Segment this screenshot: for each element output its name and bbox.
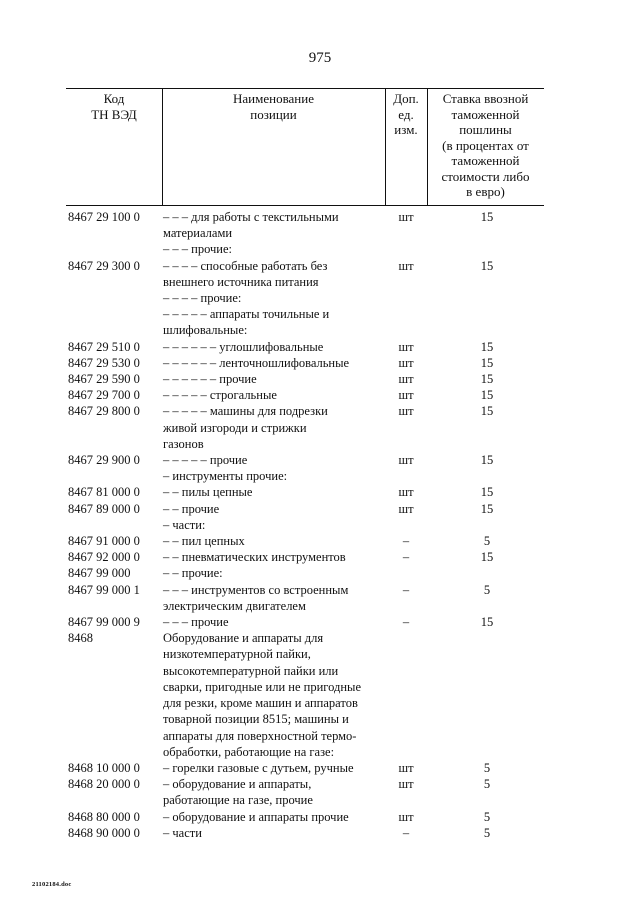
row-name: – – – – – прочие [163,453,248,468]
row-unit: шт [398,355,414,370]
row-code: 8467 29 530 0 [68,355,140,370]
row-name: – – прочие: [163,566,223,581]
row-name: – – – – прочие: [163,291,242,306]
row-code: 8467 99 000 1 [68,582,140,597]
row-rate: 15 [480,404,494,419]
row-rate: 15 [480,339,494,354]
row-rate: 15 [480,453,494,468]
row-code: 8467 81 000 0 [68,485,140,500]
row-name: – оборудование и аппараты, работающие на газе, прочие [163,777,313,808]
row-code: 8468 80 000 0 [68,809,140,824]
row-rate: 15 [480,355,494,370]
row-rate: 15 [480,615,494,630]
row-code: 8467 29 700 0 [68,388,140,403]
row-code: 8468 90 000 0 [68,825,140,840]
row-code: 8467 29 510 0 [68,339,140,354]
table-row [0,339,640,355]
table-row [0,241,640,257]
row-rate: 15 [480,485,494,500]
row-code: 8467 29 300 0 [68,258,140,273]
row-unit: шт [398,485,414,500]
row-name: – – пилы цепные [163,485,253,500]
table-row [0,484,640,500]
row-name: – – – прочие [163,615,229,630]
table-row [0,403,640,452]
row-name: – части [163,825,202,840]
row-unit: – [402,550,410,565]
tariff-rows [0,209,640,841]
table-row [0,501,640,517]
table-row [0,355,640,371]
row-unit: шт [398,210,414,224]
table-row [0,825,640,841]
row-name: – – – – – – ленточношлифовальные [163,355,350,370]
footer-filename: 21102184.doc [32,881,72,888]
row-code: 8467 89 000 0 [68,501,140,516]
row-rate: 15 [480,372,494,387]
row-rate: 5 [483,777,491,792]
row-unit: шт [398,809,414,824]
row-unit: шт [398,404,414,419]
row-unit: шт [398,453,414,468]
row-name: – – – для работы с текстильными материалами [163,210,339,241]
row-code: 8467 91 000 0 [68,534,140,549]
row-name: – – прочие [163,501,220,516]
row-code: 8468 10 000 0 [68,760,140,775]
row-rate: 15 [480,550,494,565]
row-code: 8467 99 000 [68,566,131,581]
row-name: – – – – – машины для подрезки живой изгороди и стрижки газонов [163,404,328,451]
row-code: 8467 29 100 0 [68,210,140,224]
row-rate: 15 [480,210,494,224]
row-name: – – пневматических инструментов [163,550,346,565]
row-rate: 15 [480,388,494,403]
table-row [0,452,640,468]
row-rate: 5 [483,809,491,824]
table-top-rule [66,88,544,89]
row-name: – части: [163,517,206,532]
row-code: 8467 99 000 9 [68,615,140,630]
row-name: – – – – – аппараты точильные и шлифовальные: [163,307,330,338]
row-name: – инструменты прочие: [163,469,288,484]
row-unit: шт [398,388,414,403]
header-code: Код ТН ВЭД [91,91,137,122]
row-rate: 5 [483,825,491,840]
header-rate: Ставка ввозной таможенной пошлины (в процентах от таможенной стоимости либо в евро) [441,91,530,199]
row-rate: 5 [483,582,491,597]
table-row [0,290,640,306]
row-name: – горелки газовые с дутьем, ручные [163,760,354,775]
row-unit: шт [398,258,414,273]
header-unit: Доп. ед. изм. [393,91,419,137]
row-unit: шт [398,339,414,354]
row-unit: шт [398,372,414,387]
table-row [0,630,640,760]
row-code: 8467 29 900 0 [68,453,140,468]
table-row [0,468,640,484]
row-code: 8468 [68,631,93,646]
row-name: – – – – – – углошлифовальные [163,339,324,354]
table-row [0,258,640,290]
row-unit: шт [398,760,414,775]
row-unit: – [402,825,410,840]
table-row [0,776,640,808]
table-row [0,387,640,403]
row-code: 8468 20 000 0 [68,777,140,792]
row-unit: шт [398,777,414,792]
table-row [0,517,640,533]
row-name: – – – – – – прочие [163,372,257,387]
row-code: 8467 29 800 0 [68,404,140,419]
row-code: 8467 29 590 0 [68,372,140,387]
row-rate: 15 [480,258,494,273]
table-row [0,582,640,614]
page-number: 975 [308,50,332,66]
row-unit: – [402,615,410,630]
table-row [0,809,640,825]
row-unit: шт [398,501,414,516]
row-unit: – [402,534,410,549]
row-unit: – [402,582,410,597]
row-code: 8467 92 000 0 [68,550,140,565]
row-rate: 5 [483,760,491,775]
row-rate: 15 [480,501,494,516]
table-row [0,209,640,241]
row-name: – – – прочие: [163,242,232,257]
table-row [0,614,640,630]
row-name: – – пил цепных [163,534,245,549]
table-row [0,533,640,549]
row-name: Оборудование и аппараты для низкотемпературной пайки, высокотемпературной пайки или сварки, пригодные или не пригодные для резки, кроме машин и аппаратов товарной позиции 8515; машины и аппараты для поверхностной термо- обработки, работающие на газе: [163,631,361,759]
table-row [0,565,640,581]
row-name: – – – – – строгальные [163,388,277,403]
table-row [0,371,640,387]
row-rate: 5 [483,534,491,549]
table-header-bottom-rule [66,205,544,206]
header-name: Наименование позиции [233,91,314,122]
table-row [0,760,640,776]
row-name: – оборудование и аппараты прочие [163,809,349,824]
row-name: – – – инструментов со встроенным электрическим двигателем [163,582,349,613]
table-row [0,549,640,565]
row-name: – – – – способные работать без внешнего источника питания [163,258,328,289]
table-row [0,306,640,338]
